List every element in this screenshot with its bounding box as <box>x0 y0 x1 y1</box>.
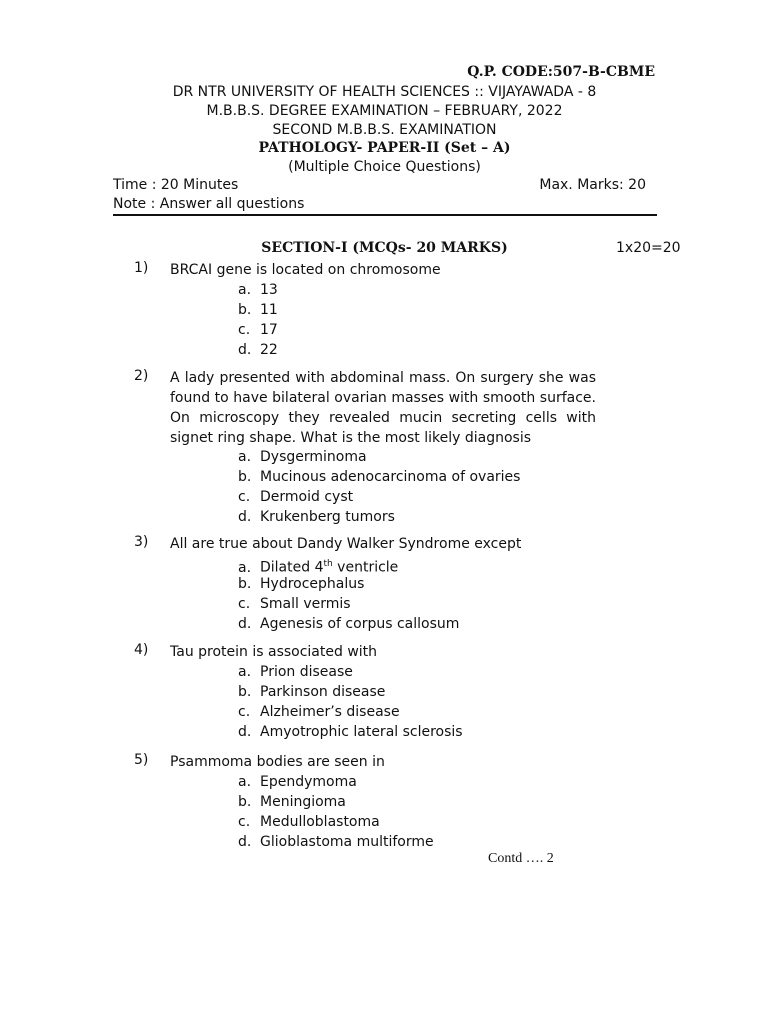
option-b: b. Hydrocephalus <box>238 576 365 592</box>
option-a: a. Dilated 4th ventricle <box>238 559 399 576</box>
time-limit: Time : 20 Minutes <box>113 177 239 193</box>
option-c: c. Dermoid cyst <box>238 489 354 505</box>
option-a: a. Prion disease <box>238 664 353 680</box>
option-a: a. Dysgerminoma <box>238 449 367 465</box>
max-marks: Max. Marks: 20 <box>539 177 646 193</box>
option-d: d. Amyotrophic lateral sclerosis <box>238 724 463 740</box>
note: Note : Answer all questions <box>113 196 305 212</box>
question-stem: Tau protein is associated with <box>170 644 378 660</box>
question-stem: BRCAI gene is located on chromosome <box>170 262 441 278</box>
section-marks: 1x20=20 <box>616 240 681 256</box>
question-number: 3) <box>134 534 149 550</box>
option-c: c. Medulloblastoma <box>238 814 380 830</box>
option-d: d. Krukenberg tumors <box>238 509 395 525</box>
question-stem: Psammoma bodies are seen in <box>170 754 385 770</box>
option-list <box>238 662 463 742</box>
section-title: SECTION-I (MCQs- 20 MARKS) <box>261 240 508 256</box>
continued-marker: Contd …. 2 <box>488 851 554 866</box>
option-d: d. 22 <box>238 342 278 358</box>
option-b: b. Meningioma <box>238 794 346 810</box>
exam-year: SECOND M.B.B.S. EXAMINATION <box>272 122 497 138</box>
option-a: a. 13 <box>238 282 278 298</box>
question-number: 5) <box>134 752 149 768</box>
exam-name: M.B.B.S. DEGREE EXAMINATION – FEBRUARY, 2022 <box>206 103 563 119</box>
option-a: a. Ependymoma <box>238 774 357 790</box>
option-list <box>238 554 459 634</box>
paper-title: PATHOLOGY- PAPER-II (Set – A) <box>258 140 511 156</box>
time-row <box>113 177 656 193</box>
question-stem: All are true about Dandy Walker Syndrome except <box>170 536 522 552</box>
question-type: (Multiple Choice Questions) <box>288 159 481 175</box>
question-stem: A lady presented with abdominal mass. On surgery she was found to have bilateral ovarian masses with smooth surface. On microscopy they revealed mucin secreting cells with signet ring shape. What is the most likely diagnosis <box>170 370 596 446</box>
option-c: c. Alzheimer’s disease <box>238 704 400 720</box>
option-b: b. Mucinous adenocarcinoma of ovaries <box>238 469 521 485</box>
qp-code: Q.P. CODE:507-B-CBME <box>467 64 655 80</box>
option-b: b. Parkinson disease <box>238 684 386 700</box>
option-d: d. Glioblastoma multiforme <box>238 834 434 850</box>
option-b: b. 11 <box>238 302 278 318</box>
university-name: DR NTR UNIVERSITY OF HEALTH SCIENCES :: VIJAYAWADA - 8 <box>172 84 597 100</box>
header-divider <box>113 214 657 216</box>
option-list <box>238 447 520 527</box>
option-c: c. Small vermis <box>238 596 351 612</box>
question-number: 2) <box>134 368 149 384</box>
option-d: d. Agenesis of corpus callosum <box>238 616 460 632</box>
option-c: c. 17 <box>238 322 278 338</box>
option-list <box>238 280 278 360</box>
question-number: 1) <box>134 260 149 276</box>
question-number: 4) <box>134 642 149 658</box>
option-list <box>238 772 434 852</box>
